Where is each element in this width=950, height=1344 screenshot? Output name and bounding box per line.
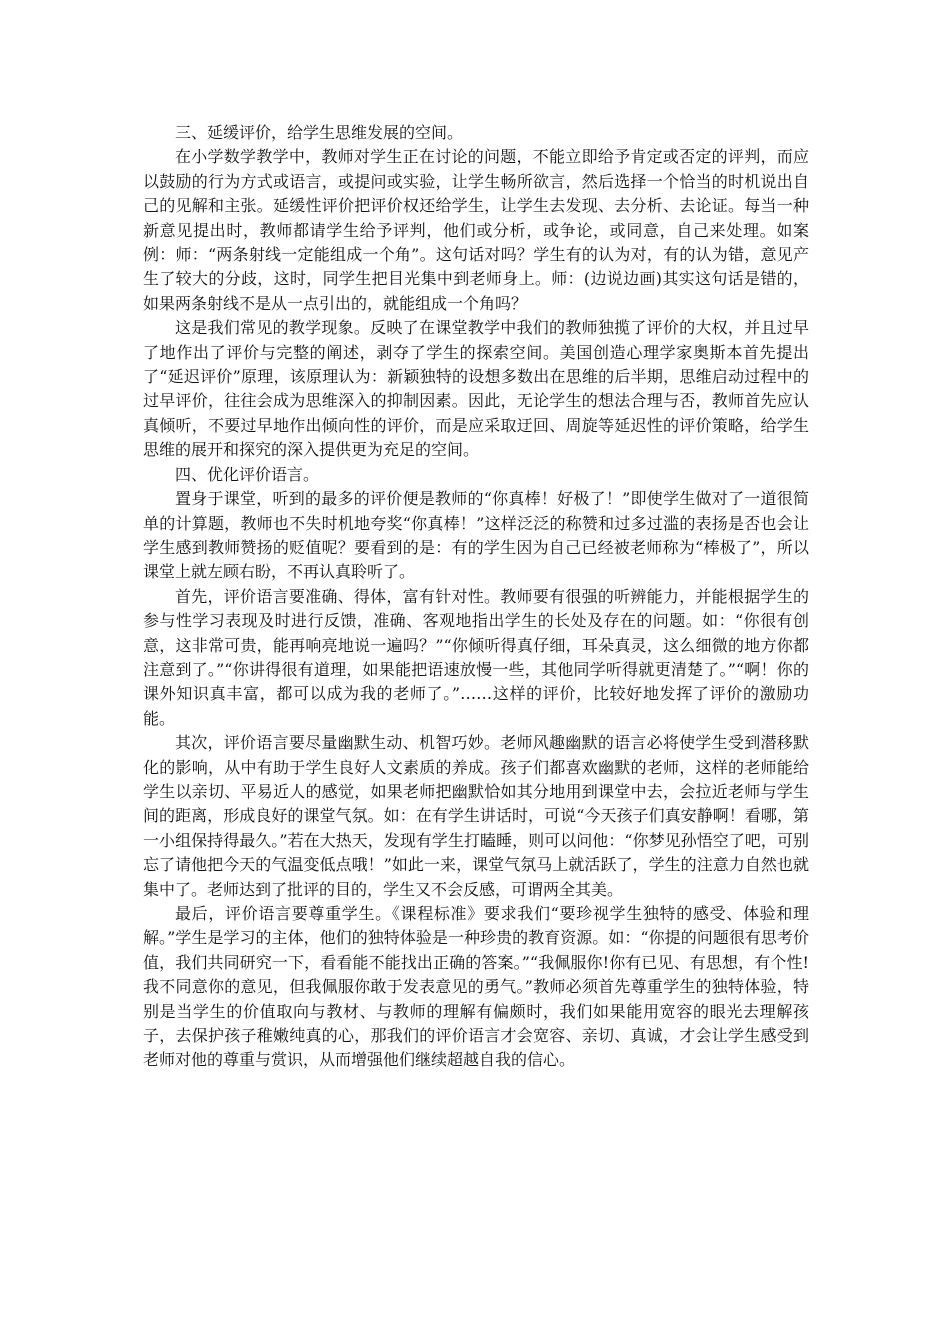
paragraph-classroom-praise: 置身于课堂，听到的最多的评价便是教师的“你真棒！好极了！”即使学生做对了一道很简单的计算题，教师也不失时机地夸奖“你真棒！”这样泛泛的称赞和过多过滥的表扬是否也会让学生感到教师赞扬的贬值呢？要看到的是：有的学生因为自己已经被老师称为“棒极了”，所以课堂上就左顾右盼，不再认真聆听了。 (143, 489, 809, 582)
paragraph-humorous-language: 其次，评价语言要尽量幽默生动、机智巧妙。老师风趣幽默的语言必将使学生受到潜移默化的影响，从中有助于学生良好人文素质的养成。孩子们都喜欢幽默的老师，这样的老师能给学生以亲切、平易近人的感觉，如果老师把幽默恰如其分地用到课堂中去，会拉近老师与学生间的距离，形成良好的课堂气氛。如：在有学生讲话时，可说“今天孩子们真安静啊！看哪，第一小组保持得最久。”若在大热天，发现有学生打瞌睡，则可以问他：“你梦见孙悟空了吧，可别忘了请他把今天的气温变低点哦！”如此一来，课堂气氛马上就活跃了，学生的注意力自然也就集中了。老师达到了批评的目的，学生又不会反感，可谓两全其美。 (143, 733, 809, 899)
section-heading-delayed-evaluation: 三、延缓评价，给学生思维发展的空间。 (175, 123, 464, 142)
paragraph-respect-students: 最后，评价语言要尊重学生。《课程标准》要求我们“要珍视学生独特的感受、体验和理解。”学生是学习的主体，他们的独特体验是一种珍贵的教育资源。如：“你提的问题很有思考价值，我们共同研究一下，看看能不能找出正确的答案。”“我佩服你!你有已见、有思想，有个性!我不同意你的意见，但我佩服你敢于发表意见的勇气。”教师必须首先尊重学生的独特体验，特别是当学生的价值取向与教材、与教师的理解有偏颇时，我们如果能用宽容的眼光去理解孩子，去保护孩子稚嫩纯真的心，那我们的评价语言才会宽容、亲切、真诚，才会让学生感受到老师对他的尊重与赏识，从而增强他们继续超越自我的信心。 (143, 904, 809, 1070)
document-body (143, 121, 809, 1073)
paragraph-accurate-language: 首先，评价语言要准确、得体，富有针对性。教师要有很强的听辨能力，并能根据学生的参与性学习表现及时进行反馈，准确、客观地指出学生的长处及存在的问题。如：“你很有创意，这非常可贵，能再响亮地说一遍吗？”“你倾听得真仔细，耳朵真灵，这么细微的地方你都注意到了。”“你讲得很有道理，如果能把语速放慢一些，其他同学听得就更清楚了。”“啊！你的课外知识真丰富，都可以成为我的老师了。”……这样的评价，比较好地发挥了评价的激励功能。 (143, 586, 809, 728)
paragraph-delayed-evaluation-intro: 在小学数学教学中，教师对学生正在讨论的问题，不能立即给予肯定或否定的评判，而应以鼓励的行为方式或语言，或提问或实验，让学生畅所欲言，然后选择一个恰当的时机说出自己的见解和主张。延缓性评价把评价权还给学生，让学生去发现、去分析、去论证。每当一种新意见提出时，教师都请学生给予评判，他们或分析，或争论，或同意，自己来处理。如案例：师：“两条射线一定能组成一个角”。这句话对吗？学生有的认为对，有的认为错，意见产生了较大的分歧，这时，同学生把目光集中到老师身上。师：(边说边画)其实这句话是错的，如果两条射线不是从一点引出的，就能组成一个角吗？ (143, 147, 809, 313)
paragraph-delayed-evaluation-analysis: 这是我们常见的教学现象。反映了在课堂教学中我们的教师独揽了评价的大权，并且过早了地作出了评价与完整的阐述，剥夺了学生的探索空间。美国创造心理学家奥斯本首先提出了“延迟评价”原理，该原理认为：新颖独特的设想多数出在思维的后半期，思维启动过程中的过早评价，往往会成为思维深入的抑制因素。因此，无论学生的想法合理与否，教师首先应认真倾听，不要过早地作出倾向性的评价，而是应采取迂回、周旋等延迟性的评价策略，给学生思维的展开和探究的深入提供更为充足的空间。 (143, 318, 809, 460)
section-heading-optimize-language: 四、优化评价语言。 (175, 464, 320, 484)
